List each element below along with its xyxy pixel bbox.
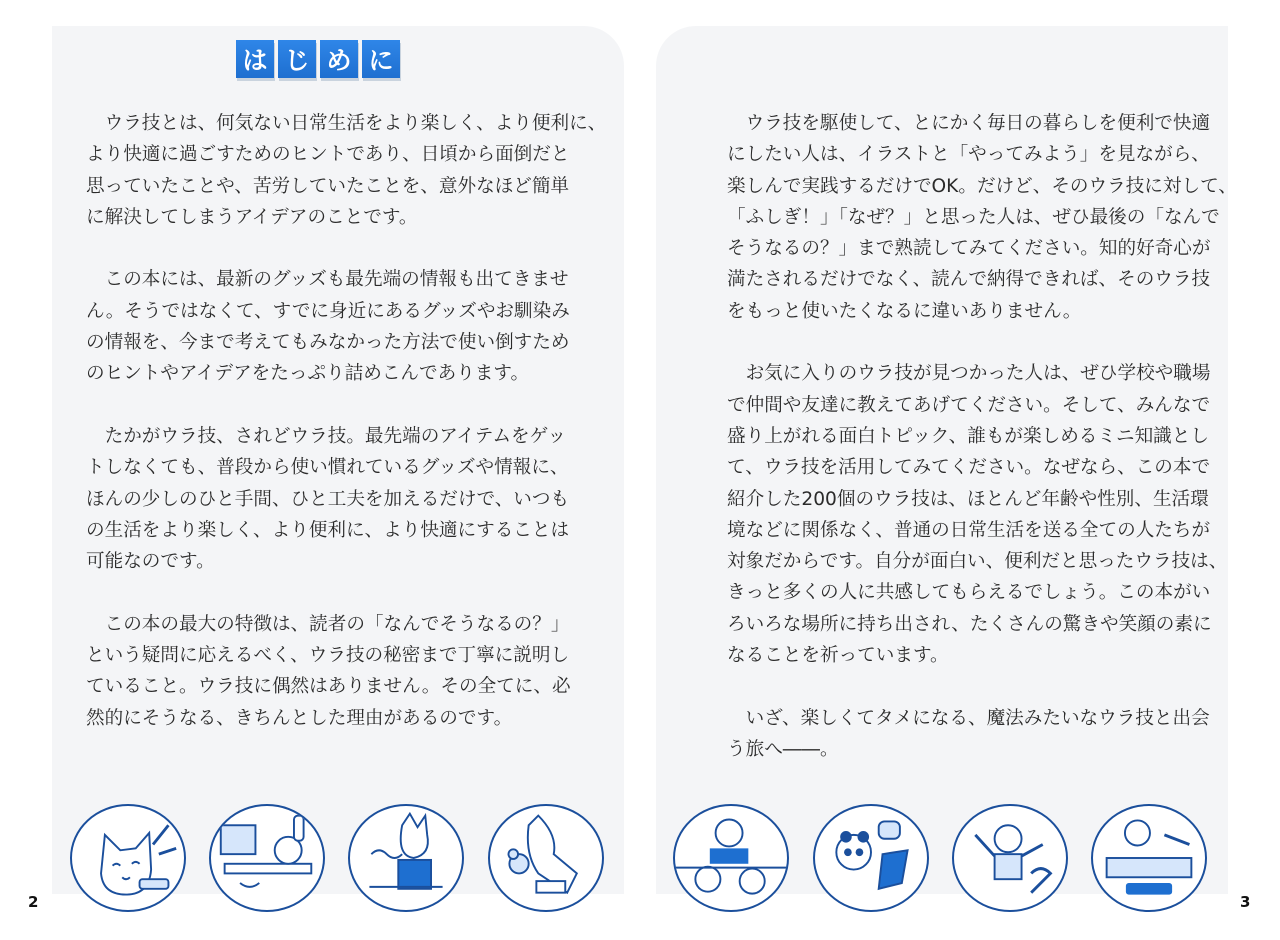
paragraph [86, 264, 606, 389]
left-body-text [86, 108, 606, 765]
text-line: ろいろな場所に持ち出され、たくさんの驚きや笑顔の素に [727, 613, 1212, 635]
illustration-cat-icon [70, 804, 186, 912]
text-line: に解決してしまうアイデアのことです。 [86, 206, 418, 228]
section-title [236, 40, 400, 78]
text-line: のヒントやアイデアをたっぷり詰めこんであります。 [86, 363, 530, 385]
text-line: 盛り上がれる面白トピック、誰もが楽しめるミニ知識とし [727, 425, 1209, 447]
text-line: トしなくても、普段から使い慣れているグッズや情報に、 [86, 457, 569, 479]
text-line: て、ウラ技を活用してみてください。なぜなら、この本で [727, 457, 1211, 479]
paragraph [86, 421, 606, 577]
text-line: 思っていたことや、苦労していたことを、意外なほど簡単 [86, 175, 570, 197]
text-line: ていること。ウラ技に偶然はありません。その全てに、必 [86, 676, 571, 698]
text-line: より快適に過ごすためのヒントであり、日頃から面倒だと [86, 144, 570, 166]
illustration-singing-icon [952, 804, 1068, 912]
illustration-panda-icon [813, 804, 929, 912]
text-line: 楽しんで実践するだけでOK。だけど、そのウラ技に対して、 [727, 175, 1237, 197]
illustration-hand-mouse-icon [488, 804, 604, 912]
paragraph [727, 358, 1237, 671]
text-line: きっと多くの人に共感してもらえるでしょう。この本がい [727, 582, 1211, 604]
text-line: ん。そうではなくて、すでに身近にあるグッズやお馴染み [86, 300, 570, 322]
text-line: そうなるの？」まで熟読してみてください。知的好奇心が [727, 238, 1211, 260]
text-line: で仲間や友達に教えてあげてください。そして、みんなで [727, 394, 1211, 416]
text-line: お気に入りのウラ技が見つかった人は、ぜひ学校や職場 [727, 363, 1211, 385]
illustration-cooking-icon [1091, 804, 1207, 912]
title-char-1: は [236, 40, 274, 78]
text-line: という疑問に応えるべく、ウラ技の秘密まで丁寧に説明し [86, 645, 570, 667]
illustration-dog-writing-icon [348, 804, 464, 912]
text-line: 満たされるだけでなく、読んで納得できれば、そのウラ技 [727, 269, 1211, 291]
text-line: ほんの少しのひと手間、ひと工夫を加えるだけで、いつも [86, 488, 570, 510]
text-line: 紹介した200個のウラ技は、ほとんど年齢や性別、生活環 [727, 488, 1209, 510]
text-line: この本には、最新のグッズも最先端の情報も出てきませ [86, 269, 569, 291]
text-line: 「ふしぎ！」「なぜ？」と思った人は、ぜひ最後の「なんで [727, 206, 1220, 228]
text-line: にしたい人は、イラストと「やってみよう」を見ながら、 [727, 144, 1210, 166]
paragraph [86, 108, 606, 233]
title-char-3: め [320, 40, 358, 78]
text-line: う旅へ――。 [727, 738, 839, 760]
paragraph [86, 609, 606, 734]
paragraph [727, 108, 1237, 327]
text-line: ウラ技を駆使して、とにかく毎日の暮らしを便利で快適 [727, 113, 1211, 134]
text-line: たかがウラ技、されどウラ技。最先端のアイテムをゲッ [86, 425, 567, 447]
text-line: の情報を、今まで考えてもみなかった方法で使い倒すため [86, 332, 570, 354]
page-number-right: 3 [1240, 893, 1251, 911]
title-char-2: じ [278, 40, 316, 78]
title-char-4: に [362, 40, 400, 78]
text-line: 境などに関係なく、普通の日常生活を送る全ての人たちが [727, 519, 1211, 541]
text-line: 然的にそうなる、きちんとした理由があるのです。 [86, 707, 513, 729]
text-line: ウラ技とは、何気ない日常生活をより楽しく、より便利に、 [86, 113, 607, 134]
text-line: なることを祈っています。 [727, 645, 949, 667]
text-line: をもっと使いたくなるに違いありません。 [727, 300, 1082, 322]
page-number-left: 2 [28, 893, 39, 911]
right-body-text [727, 108, 1237, 797]
text-line: この本の最大の特徴は、読者の「なんでそうなるの？」 [86, 613, 570, 635]
text-line: の生活をより楽しく、より便利に、より快適にすることは [86, 519, 570, 541]
text-line: 可能なのです。 [86, 551, 215, 573]
illustration-people-icon [673, 804, 789, 912]
illustration-bathroom-icon [209, 804, 325, 912]
paragraph [727, 703, 1237, 766]
text-line: いざ、楽しくてタメになる、魔法みたいなウラ技と出会 [727, 707, 1210, 729]
text-line: 対象だからです。自分が面白い、便利だと思ったウラ技は、 [727, 551, 1228, 573]
